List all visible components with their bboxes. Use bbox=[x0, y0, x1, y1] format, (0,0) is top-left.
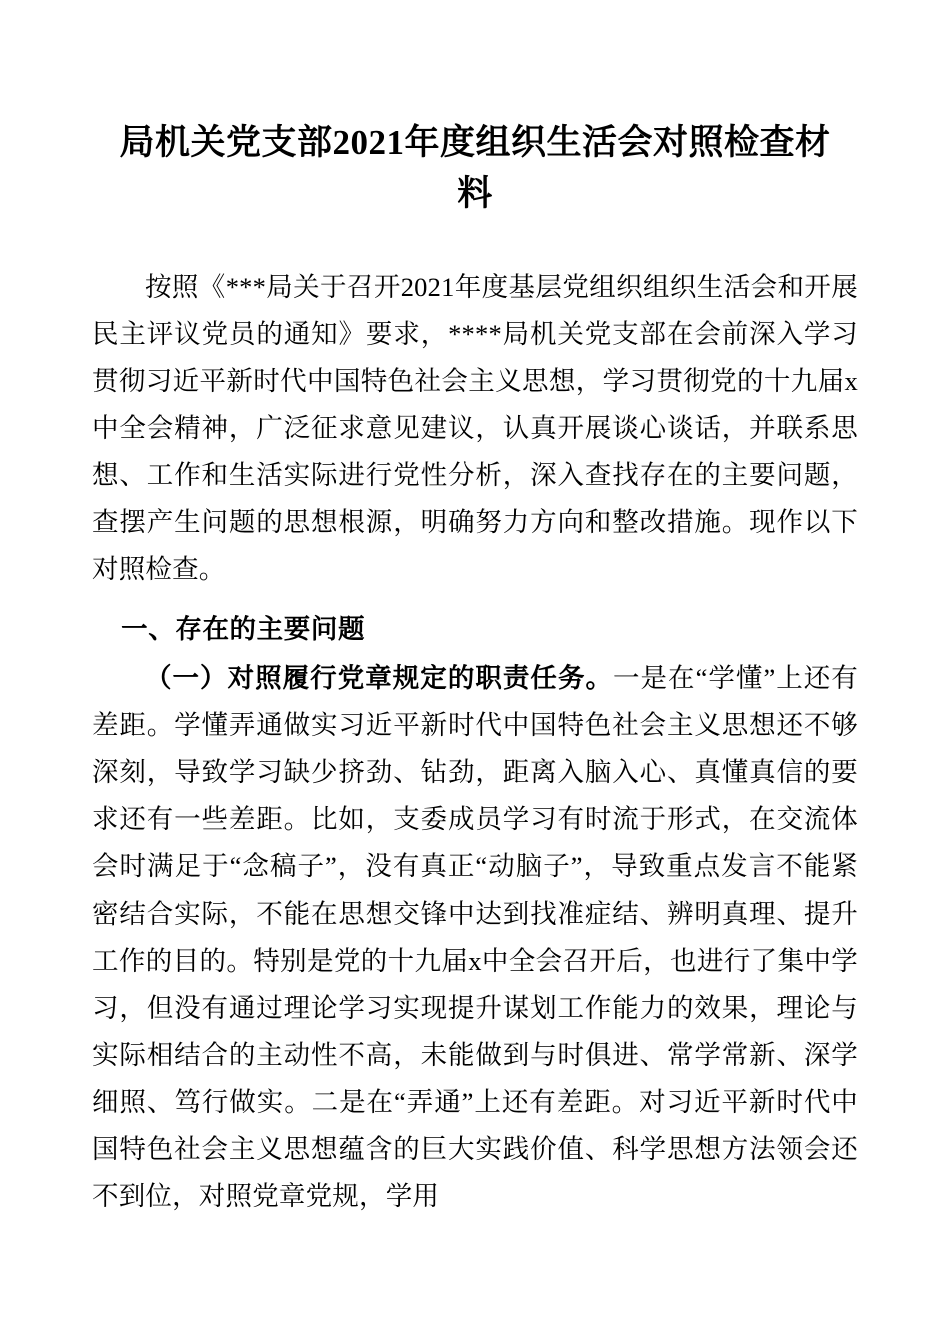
section-heading-main-problems: 一、存在的主要问题 bbox=[121, 613, 366, 644]
subsection-lead: （一）对照履行党章规定的职责任务。 bbox=[145, 662, 613, 693]
intro-paragraph: 按照《***局关于召开2021年度基层党组织组织生活会和开展民主评议党员的通知》要求，****局机关党支部在会前深入学习贯彻习近平新时代中国特色社会主义思想，学习贯彻党的十九届x中全会精神，广泛征求意见建议，认真开展谈心谈话，并联系思想、工作和生活实际进行党性分析，深入查找存在的主要问题，查摆产生问题的思想根源，明确努力方向和整改措施。现作以下对照检查。 bbox=[92, 271, 858, 585]
paragraph-spacer bbox=[92, 596, 858, 602]
subsection-body: 一是在“学懂”上还有差距。学懂弄通做实习近平新时代中国特色社会主义思想还不够深刻，导致学习缺少挤劲、钻劲，距离入脑入心、真懂真信的要求还有一些差距。比如，支委成员学习有时流于形式，在交流体会时满足于“念稿子”，没有真正“动脑子”，导致重点发言不能紧密结合实际，不能在思想交锋中达到找准症结、辨明真理、提升工作的目的。特别是党的十九届x中全会召开后，也进行了集中学习，但没有通过理论学习实现提升谋划工作能力的效果，理论与实际相结合的主动性不高，未能做到与时俱进、常学常新、深学细照、笃行做实。二是在“弄通”上还有差距。对习近平新时代中国特色社会主义思想蕴含的巨大实践价值、科学思想方法领会还不到位，对照党章党规，学用 bbox=[92, 662, 858, 1212]
subsection-paragraph bbox=[92, 655, 858, 1221]
page-title: 局机关党支部2021年度组织生活会对照检查材料 bbox=[119, 123, 831, 213]
